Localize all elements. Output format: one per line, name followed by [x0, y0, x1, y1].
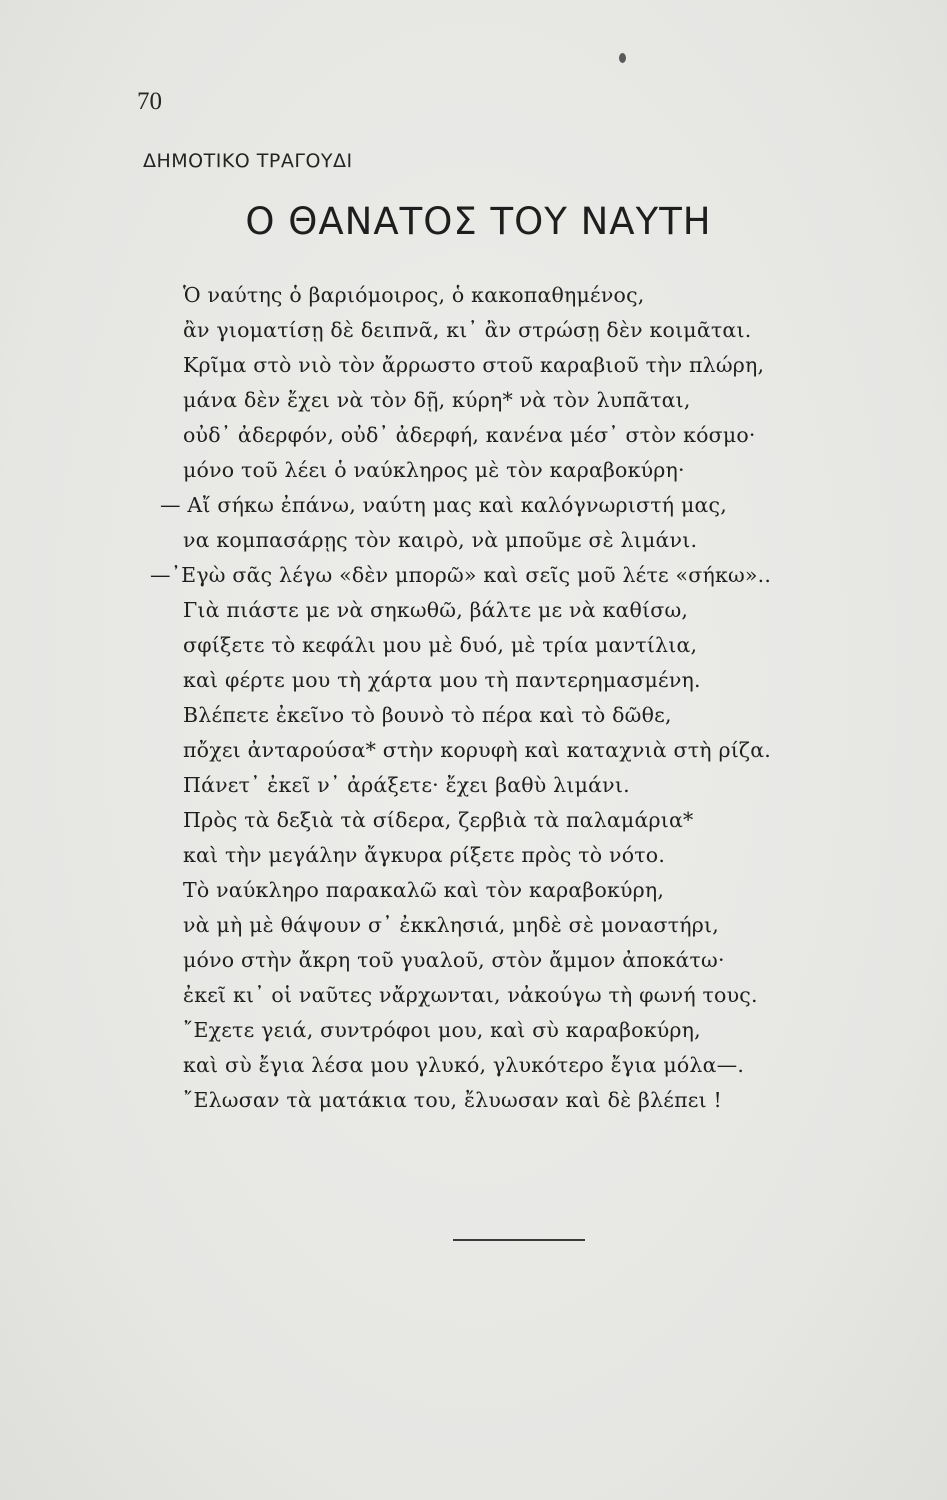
poem-line: Πάνετ᾽ ἐκεῖ ν᾽ ἀράξετε· ἔχει βαθὺ λιμάνι.: [183, 773, 630, 797]
poem-line: καὶ σὺ ἔγια λέσα μου γλυκό, γλυκότερο ἔγια μόλα—.: [183, 1053, 745, 1077]
poem-line: — Αἴ σήκω ἐπάνω, ναύτη μας καὶ καλόγνωριστή μας,: [160, 493, 727, 517]
poem-line: πὄχει ἀνταρούσα* στὴν κορυφὴ καὶ καταχνιὰ στὴ ρίζα.: [183, 738, 772, 762]
page-number: 70: [137, 88, 162, 115]
section-label: ΔΗΜΟΤΙΚΟ ΤΡΑΓΟΥΔΙ: [143, 150, 353, 172]
ink-speck: [619, 53, 626, 63]
bleed-through-texture: [120, 110, 900, 1210]
poem-line: Βλέπετε ἐκεῖνο τὸ βουνὸ τὸ πέρα καὶ τὸ δῶθε,: [183, 703, 672, 727]
poem-title: Ο ΘΑΝΑΤΟΣ ΤΟΥ ΝΑΥΤΗ: [245, 200, 712, 243]
poem-line: Γιὰ πιάστε με νὰ σηκωθῶ, βάλτε με νὰ καθίσω,: [183, 598, 689, 622]
poem-line: μάνα δὲν ἔχει νὰ τὸν δῇ, κύρη* νὰ τὸν λυπᾶται,: [183, 388, 691, 412]
poem-line: μόνο στὴν ἄκρη τοῦ γυαλοῦ, στὸν ἄμμον ἀποκάτω·: [183, 948, 725, 972]
poem-line: Κρῖμα στὸ νιὸ τὸν ἄρρωστο στοῦ καραβιοῦ τὴν πλώρη,: [183, 353, 765, 377]
poem-line: ἐκεῖ κι᾽ οἱ ναῦτες νἄρχωνται, νἀκούγω τὴ φωνή τους.: [183, 983, 758, 1007]
poem-line: Πρὸς τὰ δεξιὰ τὰ σίδερα, ζερβιὰ τὰ παλαμάρια*: [183, 808, 694, 832]
poem-line: καὶ φέρτε μου τὴ χάρτα μου τὴ παντερημασμένη.: [183, 668, 701, 692]
poem-line: ῎Ελωσαν τὰ ματάκια του, ἔλυωσαν καὶ δὲ βλέπει !: [183, 1088, 722, 1112]
poem-line: ἂν γιοματίσῃ δὲ δειπνᾶ, κι᾽ ἂν στρώσῃ δὲν κοιμᾶται.: [183, 318, 752, 342]
poem-line: Τὸ ναύκληρο παρακαλῶ καὶ τὸν καραβοκύρη,: [183, 878, 665, 902]
poem-line: σφίξετε τὸ κεφάλι μου μὲ δυό, μὲ τρία μαντίλια,: [183, 633, 698, 657]
poem-line: —᾽Εγὼ σᾶς λέγω «δὲν μπορῶ» καὶ σεῖς μοῦ λέτε «σήκω»..: [150, 563, 772, 587]
end-rule-divider: [453, 1239, 585, 1241]
poem-line: καὶ τὴν μεγάλην ἄγκυρα ρίξετε πρὸς τὸ νότο.: [183, 843, 666, 867]
poem-line: οὐδ᾽ ἀδερφόν, οὐδ᾽ ἀδερφή, κανένα μέσ᾽ στὸν κόσμο·: [183, 423, 756, 447]
poem-line: νὰ μὴ μὲ θάψουν σ᾽ ἐκκλησιά, μηδὲ σὲ μοναστήρι,: [183, 913, 719, 937]
poem-line: να κομπασάρῃς τὸν καιρὸ, νὰ μποῦμε σὲ λιμάνι.: [183, 528, 698, 552]
poem-line: ῎Εχετε γειά, συντρόφοι μου, καὶ σὺ καραβοκύρη,: [183, 1018, 701, 1042]
poem-line: μόνο τοῦ λέει ὁ ναύκληρος μὲ τὸν καραβοκύρη·: [183, 458, 685, 482]
poem-line: Ὁ ναύτης ὁ βαριόμοιρος, ὁ κακοπαθημένος,: [183, 283, 645, 307]
